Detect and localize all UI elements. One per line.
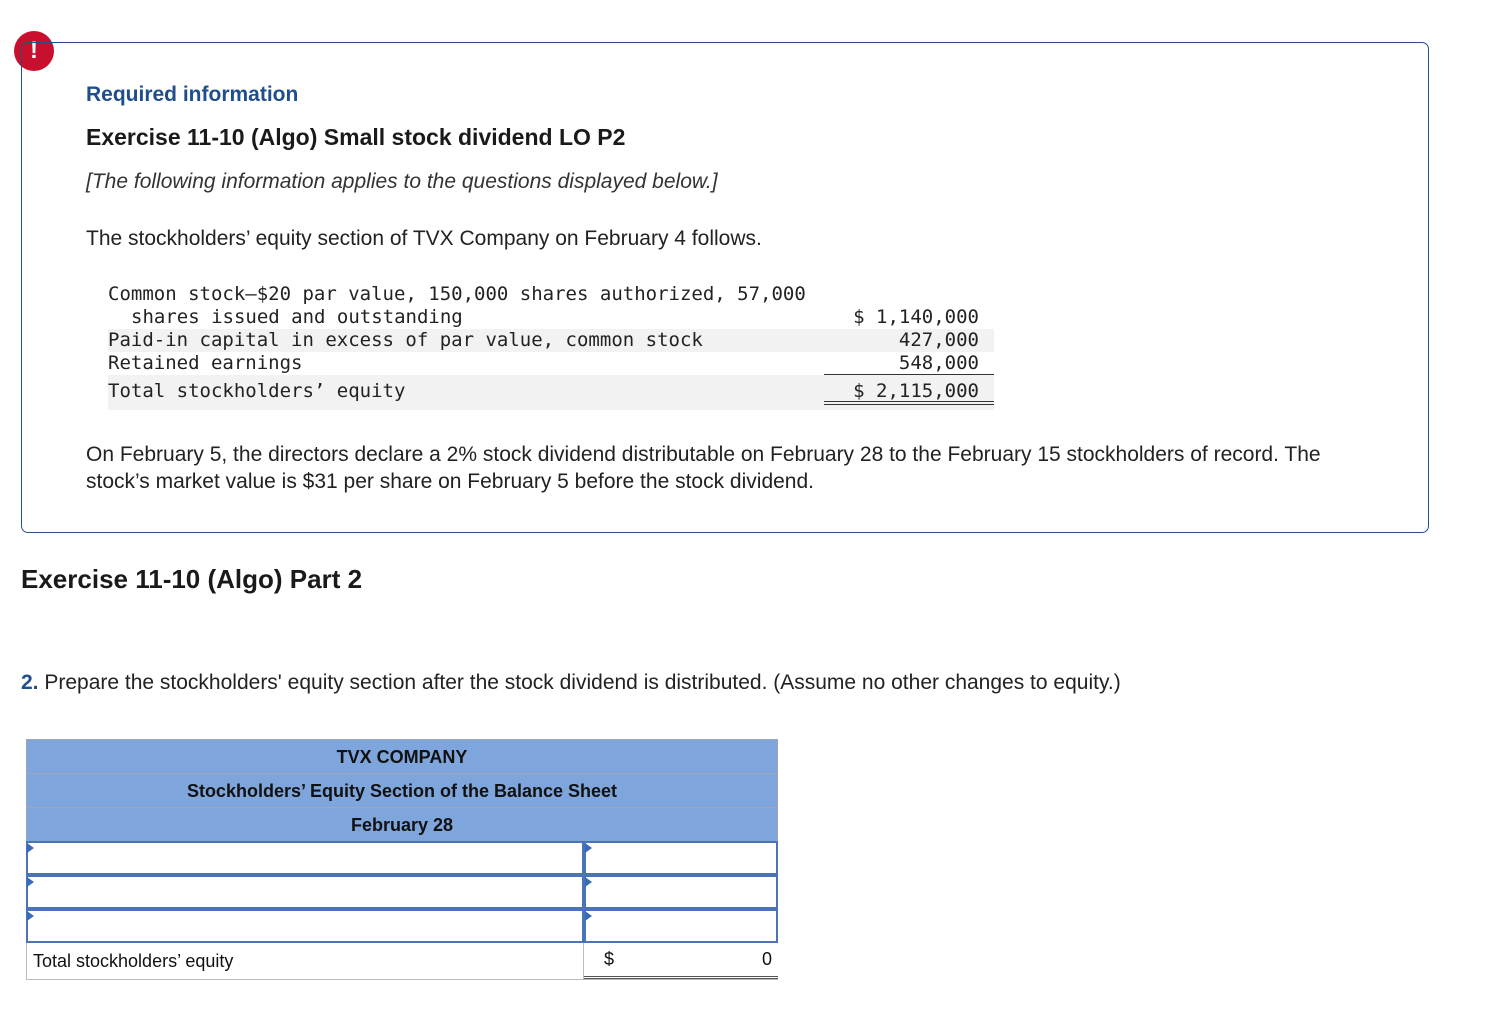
amount-input[interactable]: [584, 841, 778, 875]
equity-table: [108, 283, 994, 410]
account-dropdown[interactable]: [26, 841, 584, 875]
declare-text: On February 5, the directors declare a 2% stock dividend distributable on February 28 to the February 15 stockholders of record. The stock’s market value is $31 per share on February 5 before the stock dividend.: [86, 443, 1321, 493]
total-amount: [584, 943, 778, 979]
equity-label: Retained earnings: [108, 352, 303, 374]
equity-amount: $ 1,140,000: [853, 306, 979, 328]
amount-input[interactable]: [584, 875, 778, 909]
equity-amount: 427,000: [898, 329, 979, 351]
question-body: Prepare the stockholders' equity section after the stock dividend is distributed. (Assume no other changes to equity.): [38, 671, 1121, 694]
company-name: TVX COMPANY: [336, 747, 468, 767]
balance-sheet-worksheet: [26, 739, 778, 980]
equity-row-total: [108, 375, 994, 410]
entry-row: [26, 841, 778, 875]
required-info-heading: Required information: [86, 83, 299, 106]
equity-label: Paid-in capital in excess of par value, common stock: [108, 329, 703, 351]
currency-symbol: $: [604, 949, 615, 969]
dropdown-marker-icon: [585, 843, 592, 853]
intro-text: The stockholders’ equity section of TVX Company on February 4 follows.: [86, 227, 762, 250]
statement-name: Stockholders’ Equity Section of the Balance Sheet: [186, 781, 618, 801]
dropdown-marker-icon: [585, 911, 592, 921]
entry-row: [26, 875, 778, 909]
equity-label-line1: Common stock—$20 par value, 150,000 shares authorized, 57,000: [108, 283, 806, 305]
applies-note: [The following information applies to the questions displayed below.]: [86, 170, 718, 193]
sheet-date-header: [26, 807, 778, 841]
equity-row-retained-earnings: [108, 352, 994, 375]
equity-label-line2: shares issued and outstanding: [131, 306, 463, 328]
question-number: 2.: [21, 671, 39, 694]
equity-label: [108, 283, 824, 329]
exclamation-icon: !: [14, 31, 54, 71]
statement-date: February 28: [350, 815, 454, 835]
total-label: Total stockholders’ equity: [26, 943, 584, 979]
equity-row-common-stock: [108, 283, 994, 329]
equity-amount: $ 2,115,000: [824, 375, 994, 405]
amount-input[interactable]: [584, 909, 778, 943]
dropdown-marker-icon: [585, 877, 592, 887]
dropdown-marker-icon: [27, 877, 34, 887]
required-information-panel: [21, 42, 1429, 533]
equity-label: Total stockholders’ equity: [108, 380, 406, 402]
exercise-title: Exercise 11-10 (Algo) Small stock dividend LO P2: [86, 124, 626, 150]
entry-row: [26, 909, 778, 943]
equity-row-paid-in-capital: [108, 329, 994, 352]
sheet-company-header: [26, 739, 778, 773]
part-title: Exercise 11-10 (Algo) Part 2: [21, 564, 363, 594]
account-dropdown[interactable]: [26, 909, 584, 943]
account-dropdown[interactable]: [26, 875, 584, 909]
dropdown-marker-icon: [27, 843, 34, 853]
total-row: [26, 943, 778, 980]
sheet-statement-header: [26, 773, 778, 807]
total-value: 0: [761, 949, 772, 969]
question-text: [21, 671, 1121, 695]
dropdown-marker-icon: [27, 911, 34, 921]
equity-amount: 548,000: [824, 352, 994, 375]
